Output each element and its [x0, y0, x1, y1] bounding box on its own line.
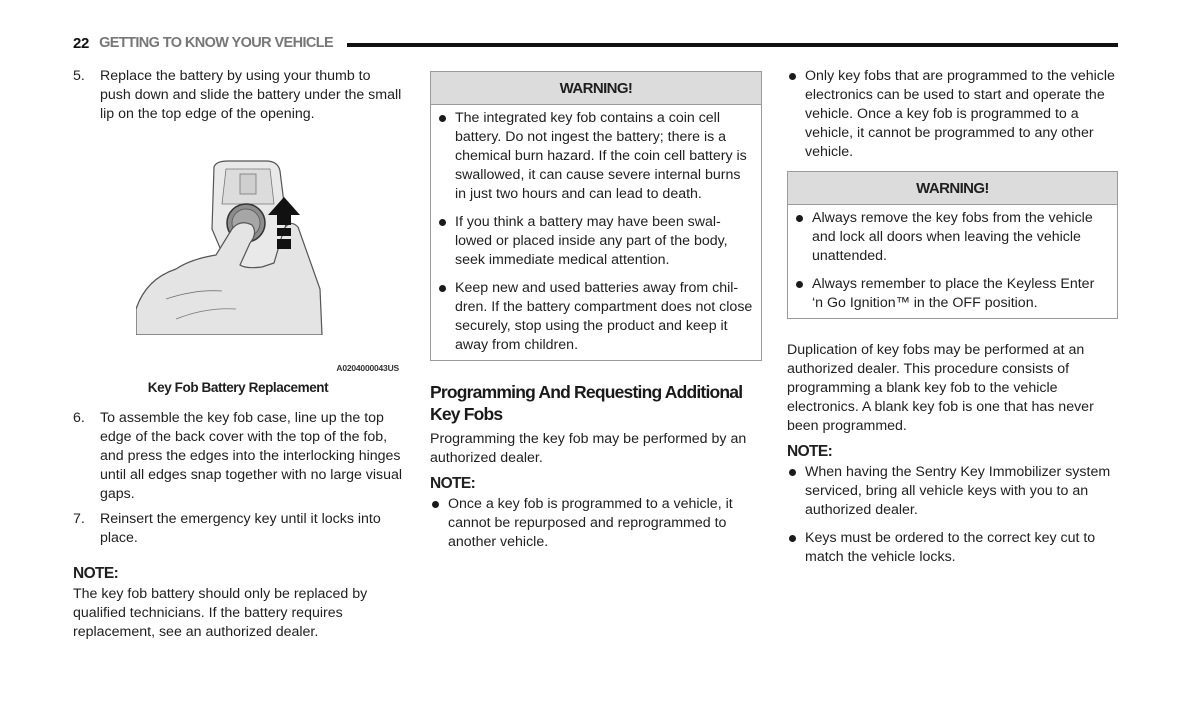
note-heading: NOTE:	[430, 475, 476, 492]
info-bullet: Only key fobs that are programmed to the vehicle electronics can be used to start and operate the vehicle. Once a key fob is programmed to a vehicle, it cannot be programmed to any other vehicle.	[787, 67, 1118, 162]
figure-caption: Key Fob Battery Replacement	[147, 380, 329, 395]
hand	[136, 223, 322, 335]
warning-bullet: The integrated key fob contains a coin cell battery. Do not ingest the battery; there is a chemical burn hazard. If the coin cell battery is swallowed, it can cause severe internal burns in just two hours and can lead to death.	[437, 109, 753, 204]
warning-box	[787, 171, 1118, 319]
step-6	[73, 409, 403, 504]
section-intro: Programming the key fob may be performed by an authorized dealer.	[430, 431, 747, 466]
note-bullet: When having the Sentry Key Immobilizer system serviced, bring all vehicle keys with you to an authorized dealer.	[787, 463, 1118, 520]
key-fob-battery-illustration	[136, 159, 326, 335]
warning-title: WARNING!	[431, 72, 761, 105]
bullet-icon	[794, 275, 812, 313]
bullet-icon	[437, 279, 455, 355]
step-text: To assemble the key fob case, line up the top edge of the back cover with the top of the fob, and press the edges into the interlocking hinges until all edges snap together with no large visual gaps.	[100, 410, 403, 502]
page-header	[73, 32, 1118, 54]
section-heading: Programming And Requesting Additional Key Fobs	[430, 382, 743, 424]
warning-box	[430, 71, 762, 361]
column-3	[787, 67, 1118, 567]
warning-bullet: Always remember to place the Keyless Enter ‘n Go Ignition™ in the OFF position.	[794, 275, 1109, 313]
bullet-icon	[430, 495, 448, 552]
bullet-icon	[437, 213, 455, 270]
warning-bullet: Always remove the key fobs from the vehicle and lock all doors when leaving the vehicle unattended.	[794, 209, 1109, 266]
warning-bullet: Keep new and used batteries away from chil-dren. If the battery compartment does not close securely, stop using the product and keep it away from children.	[437, 279, 753, 355]
note-bullet: Keys must be ordered to the correct key cut to match the vehicle locks.	[787, 529, 1118, 567]
bullet-icon	[787, 529, 805, 567]
section-title: GETTING TO KNOW YOUR VEHICLE	[99, 35, 334, 51]
step-text: Reinsert the emergency key until it locks into place.	[100, 511, 381, 546]
note-bullet: Once a key fob is programmed to a vehicle, it cannot be repurposed and reprogrammed to another vehicle.	[430, 495, 762, 552]
step-5	[73, 67, 403, 124]
column-2	[430, 71, 762, 552]
step-text: Replace the battery by using your thumb to push down and slide the battery under the small lip on the top edge of the opening.	[100, 68, 402, 122]
step-7	[73, 510, 403, 548]
header-rule	[347, 43, 1118, 47]
figure-code: A0204000043US	[336, 363, 399, 373]
note-heading: NOTE:	[73, 565, 119, 582]
key-fob-figure	[73, 159, 403, 395]
bullet-icon	[794, 209, 812, 266]
note-heading: NOTE:	[787, 443, 833, 460]
note-text: The key fob battery should only be replaced by qualified technicians. If the battery requires replacement, see an authorized dealer.	[73, 586, 368, 640]
bullet-icon	[787, 67, 805, 162]
page-number: 22	[73, 34, 90, 52]
bullet-icon	[437, 109, 455, 204]
step-number: 5.	[73, 68, 85, 84]
warning-bullet: If you think a battery may have been swal-lowed or placed inside any part of the body, seek immediate medical attention.	[437, 213, 753, 270]
warning-title: WARNING!	[788, 172, 1117, 205]
step-number: 7.	[73, 511, 85, 527]
duplication-text: Duplication of key fobs may be performed at an authorized dealer. This procedure consists of programming a blank key fob to the vehicle electronics. A blank key fob is one that has never been programmed.	[787, 342, 1094, 434]
bullet-icon	[787, 463, 805, 520]
column-1	[73, 67, 403, 642]
step-number: 6.	[73, 410, 85, 426]
